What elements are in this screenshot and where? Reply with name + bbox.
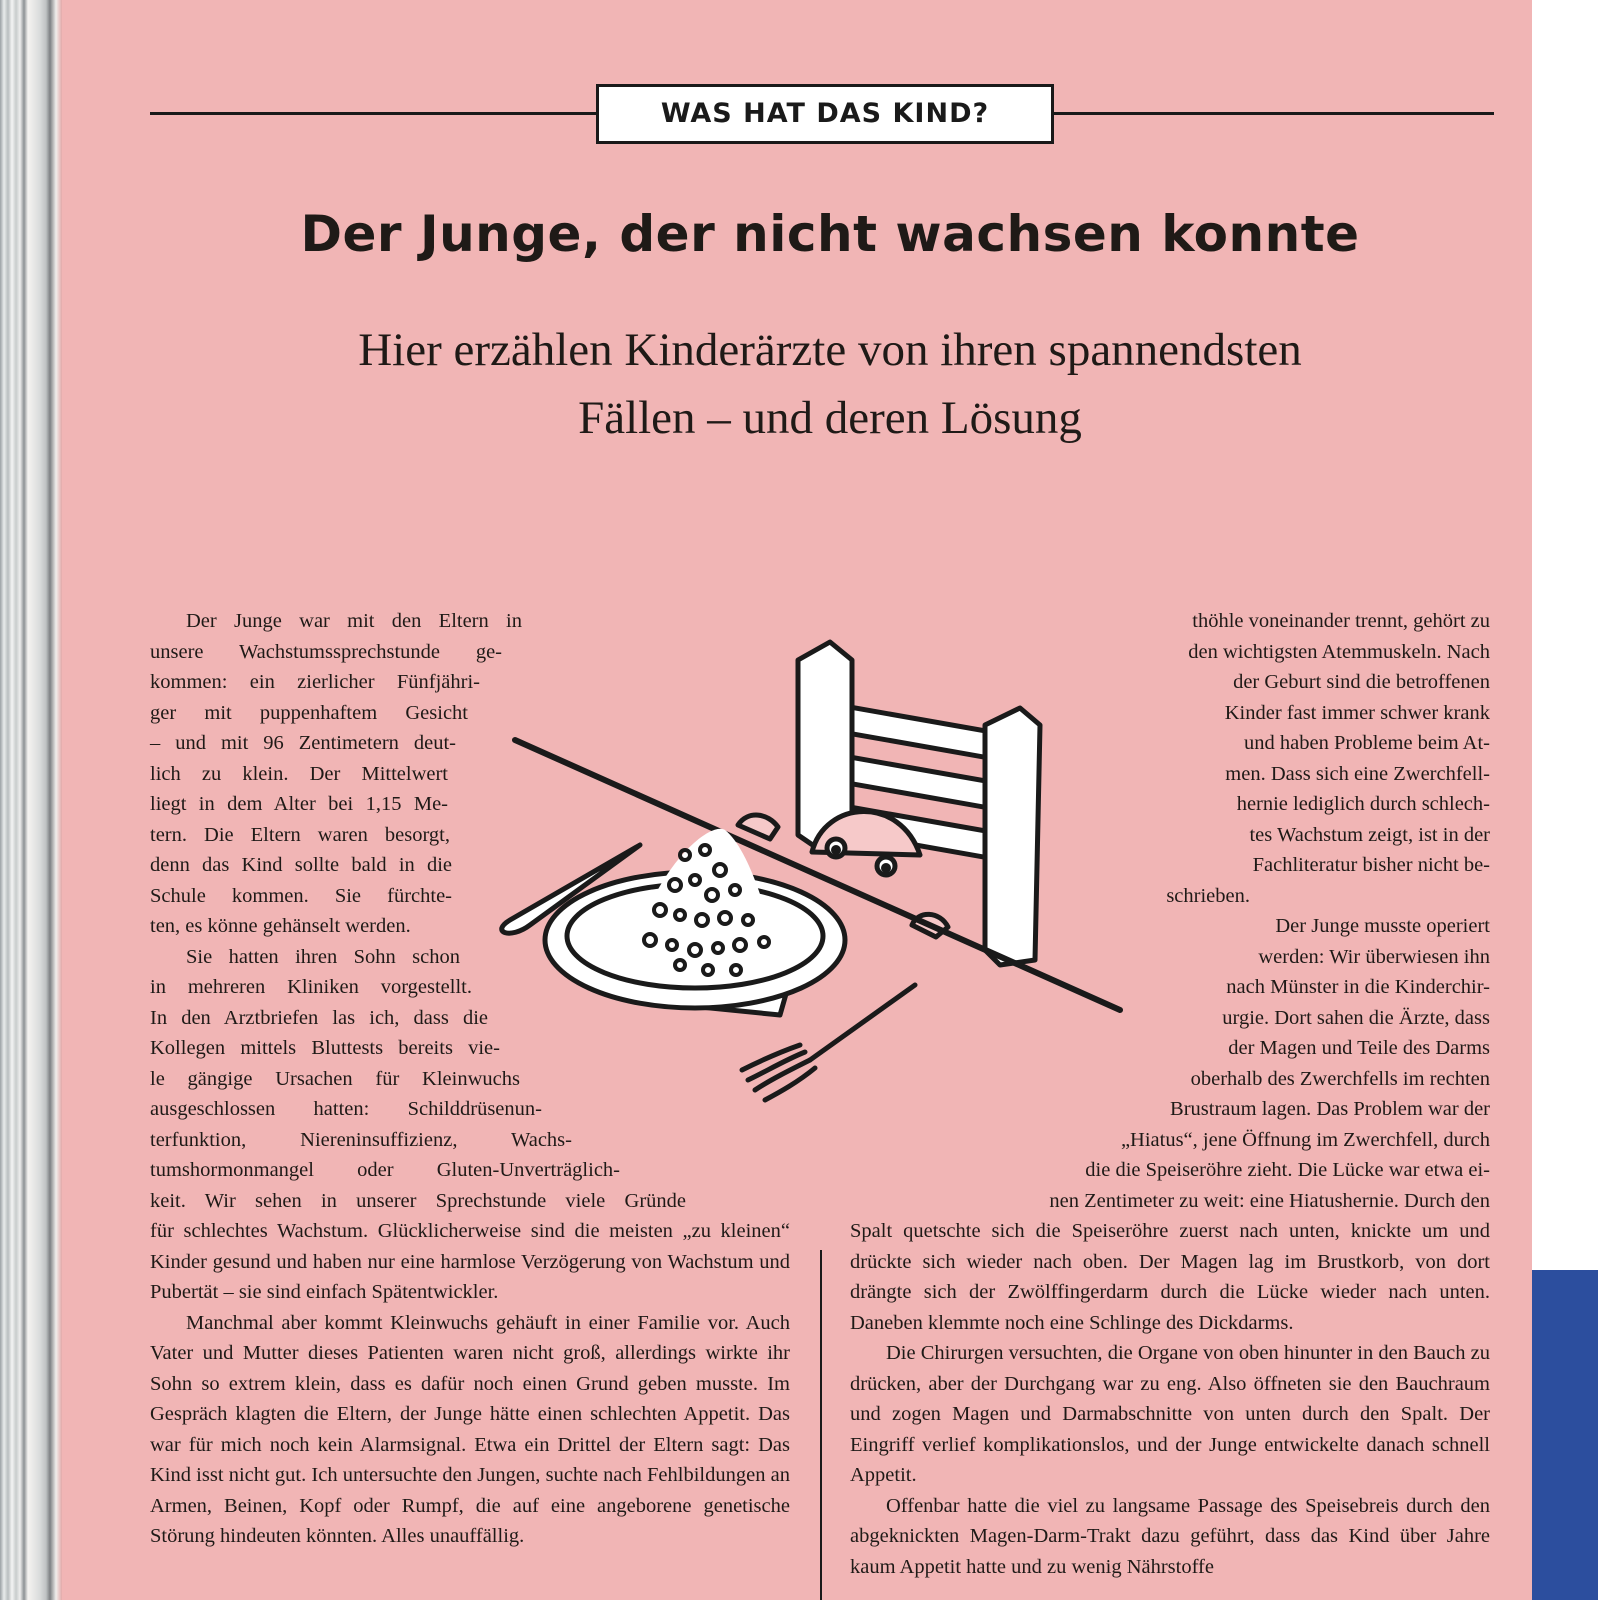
right-column-body [850, 1216, 1490, 1582]
text-line: liegt in dem Alter bei 1,15 Me- [150, 793, 448, 815]
next-page-blue-block [1532, 1270, 1598, 1600]
text-line: Fachliteratur bisher nicht be- [1252, 854, 1490, 876]
column-divider [820, 1250, 822, 1600]
text-line: und haben Probleme beim At- [1244, 732, 1490, 754]
paragraph: Offenbar hatte die viel zu langsame Passage des Speisebreis durch den abgeknickten Magen-Darm-Trakt dazu geführt, dass das Kind über Jahre kaum Appetit hatte und zu wenig Nährstoffe [850, 1494, 1490, 1578]
text-line: nen Zentimeter zu weit: eine Hiatushernie. Durch den [1049, 1189, 1490, 1212]
left-column-body [150, 1216, 790, 1552]
boy-at-table-illustration [480, 620, 1140, 1120]
text-line: tumshormonmangel oder Gluten-Unverträglich- [150, 1159, 620, 1181]
text-line: schrieben. [1166, 884, 1250, 907]
paragraph: für schlechtes Wachstum. Glücklicherweise sind die meisten „zu kleinen“ Kinder gesund und haben nur eine harmlose Verzögerung von Wachstum und Pubertät – sie sind einfach Spätentwickler. [150, 1220, 790, 1303]
text-line: le gängige Ursachen für Kleinwuchs [150, 1067, 520, 1090]
section-kicker: WAS HAT DAS KIND? [596, 84, 1054, 144]
text-line: Kollegen mittels Bluttests bereits vie- [150, 1037, 500, 1059]
text-line: kommen: ein zierlicher Fünfjähri- [150, 671, 480, 693]
text-line: tes Wachstum zeigt, ist in der [1249, 823, 1490, 846]
kicker-rule-left [150, 112, 596, 115]
text-line: men. Dass sich eine Zwerchfell- [1225, 762, 1490, 785]
text-line: ausgeschlossen hatten: Schilddrüsenun- [150, 1098, 542, 1120]
article-subhead [150, 316, 1510, 452]
text-line: urgie. Dort sahen die Ärzte, dass [1222, 1006, 1490, 1029]
text-line: Sie hatten ihren Sohn schon [186, 945, 460, 968]
text-line: der Geburt sind die betroffenen [1233, 671, 1490, 693]
text-line: Der Junge war mit den Eltern in [186, 610, 522, 632]
text-line: Schule kommen. Sie fürchte- [150, 884, 452, 907]
text-line: Kinder fast immer schwer krank [1224, 701, 1490, 724]
text-line: thöhle voneinander trennt, gehört zu [1192, 610, 1490, 632]
text-line: hernie lediglich durch schlech- [1236, 793, 1490, 815]
subhead-line-2: Fällen – und deren Lösung [578, 392, 1082, 444]
text-line: in mehreren Kliniken vorgestellt. [150, 976, 472, 998]
text-line: In den Arztbriefen las ich, dass die [150, 1006, 488, 1029]
text-line: Brustraum lagen. Das Problem war der [1170, 1098, 1490, 1120]
text-line: tern. Die Eltern waren besorgt, [150, 823, 450, 846]
magazine-binding [0, 0, 62, 1600]
paragraph: Spalt quetschte sich die Speiseröhre zuerst nach unten, knickte um und drückte sich wieder nach oben. Der Magen lag im Brustkorb, von dort drängte sich der Zwölffingerdarm durch die Lücke wieder nach unten. Daneben klemmte noch eine Schlinge des Dickdarms. [850, 1220, 1490, 1334]
paragraph: Die Chirurgen versuchten, die Organe von oben hinunter in den Bauch zu drücken, aber der Durchgang war zu eng. Also öffneten sie den Bauchraum und zogen Magen und Darmabschnitte von unten durch den Spalt. Der Eingriff verlief komplikationslos, und der Junge entwickelte danach schnell Appetit. [850, 1342, 1490, 1486]
text-line: lich zu klein. Der Mittelwert [150, 762, 448, 785]
text-line: den wichtigsten Atemmuskeln. Nach [1188, 640, 1490, 663]
text-line: keit. Wir sehen in unserer Sprechstunde viele Gründe [150, 1189, 686, 1212]
kicker-rule-right [1048, 112, 1494, 115]
text-line: die die Speiseröhre zieht. Die Lücke war etwa ei- [1085, 1159, 1490, 1181]
text-line: ger mit puppenhaftem Gesicht [150, 701, 468, 724]
paragraph: Manchmal aber kommt Kleinwuchs gehäuft in einer Familie vor. Auch Vater und Mutter dieses Patienten waren nicht groß, allerdings wirkte ihr Sohn so extrem klein, dass es dafür noch einen Grund geben musste. Im Gespräch klagten die Eltern, der Junge hätte einen schlechten Appetit. Das war für mich noch kein Alarmsignal. Etwa ein Drittel der Eltern sagt: Das Kind isst nicht gut. Ich untersuchte den Jungen, suchte nach Fehlbildungen an Armen, Beinen, Kopf oder Rumpf, die auf eine angeborene genetische Störung hindeuten könnten. Alles unauffällig. [150, 1311, 790, 1547]
text-line: denn das Kind sollte bald in die [150, 854, 452, 876]
text-line: nach Münster in die Kinderchir- [1226, 976, 1490, 998]
text-line: Der Junge musste operiert [1275, 915, 1490, 937]
text-line: „Hiatus“, jene Öffnung im Zwerchfell, durch [1120, 1128, 1490, 1151]
text-line: – und mit 96 Zentimetern deut- [150, 732, 456, 754]
text-line: unsere Wachstumssprechstunde ge- [150, 640, 502, 663]
text-line: terfunktion, Niereninsuffizienz, Wachs- [150, 1128, 572, 1151]
subhead-line-1: Hier erzählen Kinderärzte von ihren spannendsten [358, 324, 1302, 376]
text-line: ten, es könne gehänselt werden. [150, 915, 411, 937]
article-headline: Der Junge, der nicht wachsen konnte [300, 205, 1360, 263]
text-line: werden: Wir überwiesen ihn [1258, 945, 1490, 968]
text-line: der Magen und Teile des Darms [1228, 1037, 1490, 1059]
text-line: oberhalb des Zwerchfells im rechten [1190, 1067, 1490, 1090]
